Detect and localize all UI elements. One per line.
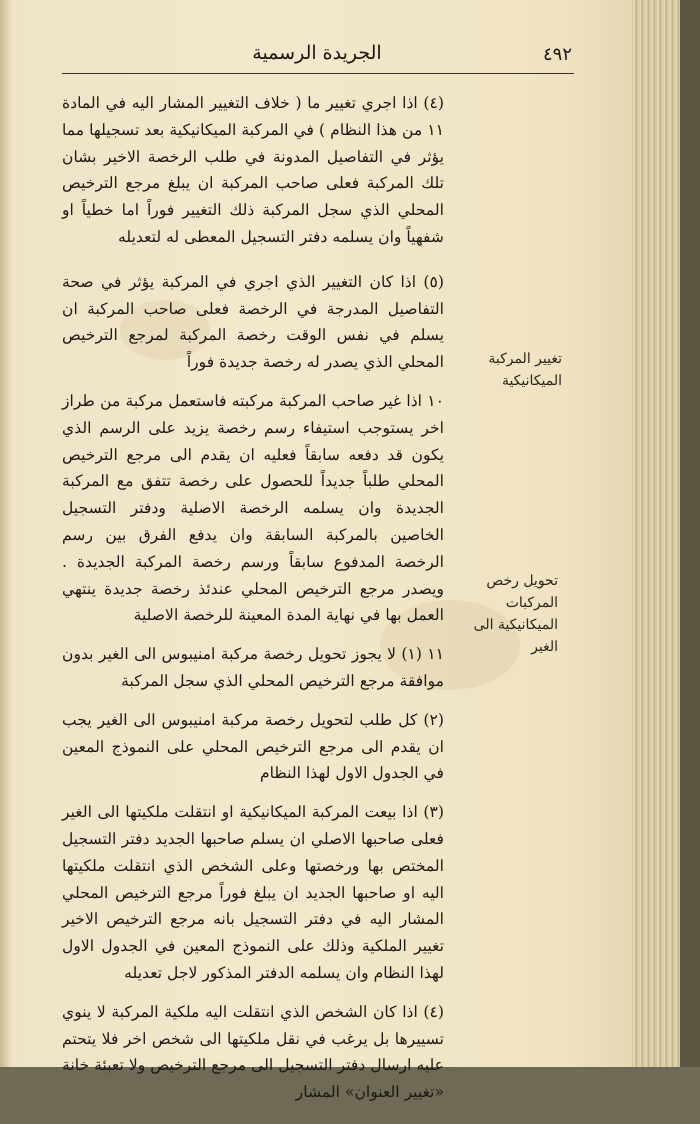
paragraph-9-4: (٤) اذا اجري تغيير ما ( خلاف التغيير المشار اليه في المادة ١١ من هذا النظام ) في المركبة الميكانيكية بعد تسجيلها مما يؤثر في التفاصيل المدونة في طلب الرخصة الاخير بشان تلك المركبة فعلى صاحب المركبة ان يبلغ مرجع الترخيص المحلي الذي سجل المركبة ذلك التغيير فوراً اما خطياً او شفهياً وان يسلمه دفتر التسجيل المعطى له لتعديله — [62, 94, 444, 246]
paragraph-11-1: ١١ (١) لا يجوز تحويل رخصة مركبة امنيبوس الى الغير بدون موافقة مرجع الترخيص المحلي الذي سجل المركبة — [62, 645, 444, 690]
book-page-edges — [632, 0, 700, 1067]
page-gutter-shadow — [0, 0, 12, 1067]
paragraph-10: ١٠ اذا غير صاحب المركبة مركبته فاستعمل مركبة من طراز اخر يستوجب استيفاء رسم رخصة يزيد على الرسم الذي يكون قد دفعه سابقاً فعليه ان يقدم الى مرجع الترخيص المحلي طلباً جديداً للحصول على رخصة تتفق مع المركبة الجديدة وان يسلمه الرخصة الاصلية ودفتر التسجيل الخاصين بالمركبة السابقة وان يدفع الفرق بين رسم الرخصة المدفوع سابقاً ورسم رخصة المركبة الجديدة . ويصدر مرجع الترخيص المحلي عندئذ رخصة جديدة ينتهي العمل بها في نهاية المدة المعينة للرخصة الاصلية — [62, 391, 444, 625]
page-header — [62, 38, 572, 74]
paragraph-11-3: (٣) اذا بيعت المركبة الميكانيكية او انتقلت ملكيتها الى الغير فعلى صاحبها الاصلي ان يسلم صاحبها الجديد دفتر التسجيل المختص بها ورخصتها وعلى الشخص الذي انتقلت ملكيتها اليه او صاحبها الجديد ان يبلغ فوراً مرجع الترخيص المحلي المشار اليه في دفتر التسجيل بانه مرجع الترخيص الاخير تغيير الملكية وذلك على النموذج المعين في الجدول الاول لهذا النظام وان يسلمه الدفتر المذكور لاجل تعديله — [62, 803, 444, 982]
margin-note-vehicle-change: تغيير المركبة الميكانيكية — [488, 351, 562, 389]
header-rule — [62, 73, 574, 74]
paragraph-9-5: (٥) اذا كان التغيير الذي اجري في المركبة يؤثر في صحة التفاصيل المدرجة في الرخصة فعلى صاحب المركبة ان يسلم في نفس الوقت رخصة المركبة لمرجع الترخيص المحلي الذي يصدر له رخصة جديدة فوراً — [62, 272, 444, 372]
running-title: الجريدة الرسمية — [252, 42, 382, 64]
background-shadow — [680, 0, 700, 1067]
paragraph-11-2: (٢) كل طلب لتحويل رخصة مركبة امنيبوس الى الغير يجب ان يقدم الى مرجع الترخيص المحلي على النموذج المعين في الجدول الاول لهذا النظام — [62, 710, 444, 783]
main-text — [62, 90, 444, 1124]
page-number: ٤٩٢ — [542, 44, 572, 65]
paragraph-11-4: (٤) اذا كان الشخص الذي انتقلت اليه ملكية المركبة لا ينوي تسييرها بل يرغب في نقل ملكيتها الى شخص اخر فلا يتحتم عليه ارسال دفتر التسجيل الى مرجع الترخيص ولا تعبئة خانة «تغيير العنوان» المشار — [62, 1002, 444, 1102]
margin-note-license-transfer: تحويل رخص المركبات الميكانيكية الى الغير — [473, 573, 558, 655]
